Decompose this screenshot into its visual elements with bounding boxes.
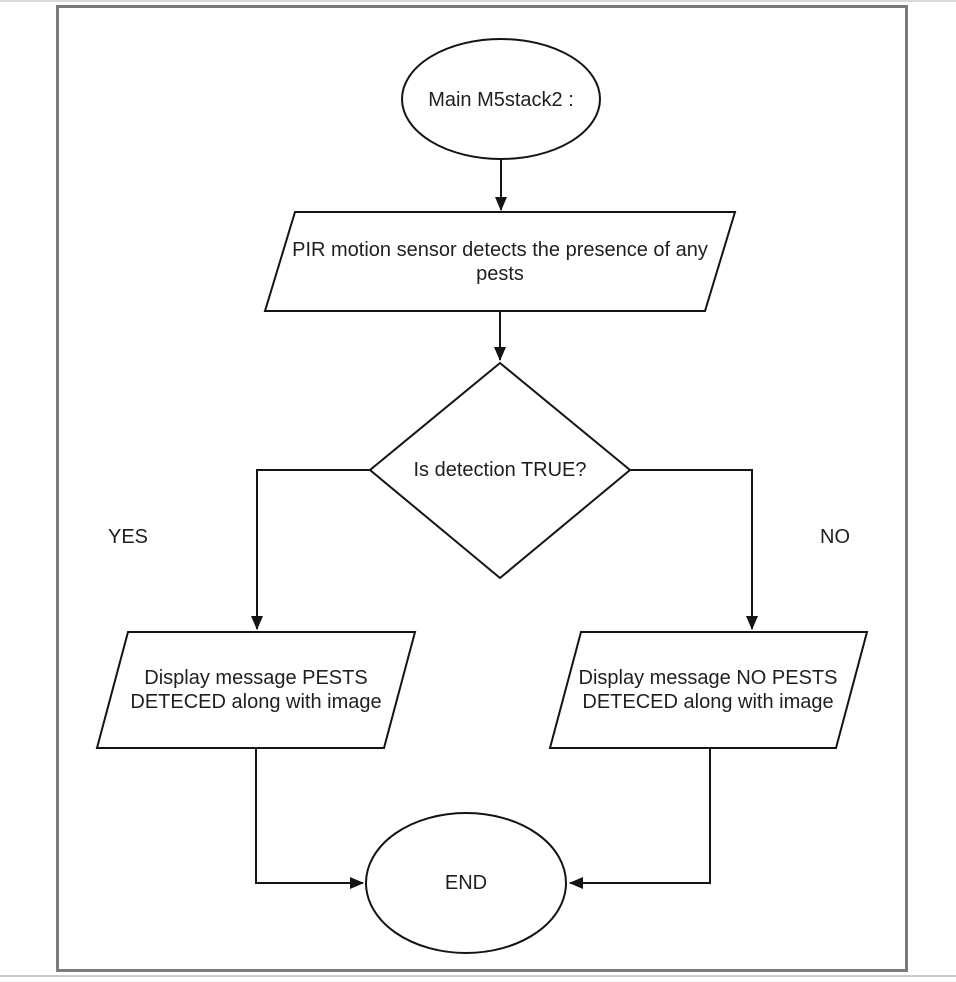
input-label-line2: pests	[476, 262, 524, 285]
no-branch-label-text: NO	[820, 525, 850, 548]
yes-branch-label-text: YES	[107, 525, 149, 548]
edge-no-pests-to-end	[570, 748, 710, 883]
edge-decision-yes	[257, 470, 370, 629]
display-pests-line2: DETECED along with image	[130, 691, 382, 713]
input-parallelogram	[265, 212, 735, 311]
display-pests-parallelogram	[97, 632, 415, 748]
display-no-pests-line2: DETECED along with image	[582, 691, 834, 713]
display-pests-line1: Display message PESTS	[144, 667, 368, 689]
decision-label-text: Is detection TRUE?	[413, 459, 587, 481]
display-no-pests-parallelogram	[550, 632, 867, 748]
yes-branch-label	[88, 524, 168, 550]
display-no-pests-line1: Display message NO PESTS	[578, 667, 838, 689]
decision-diamond	[370, 363, 630, 578]
start-ellipse	[402, 39, 600, 159]
edge-decision-no	[630, 470, 752, 629]
input-label-line1: PIR motion sensor detects the presence of any	[292, 238, 708, 261]
end-label-text: END	[444, 872, 488, 894]
start-label-text: Main M5stack2 :	[428, 89, 574, 111]
edge-pests-to-end	[256, 748, 363, 883]
no-branch-label	[795, 524, 875, 550]
end-ellipse	[366, 813, 566, 953]
